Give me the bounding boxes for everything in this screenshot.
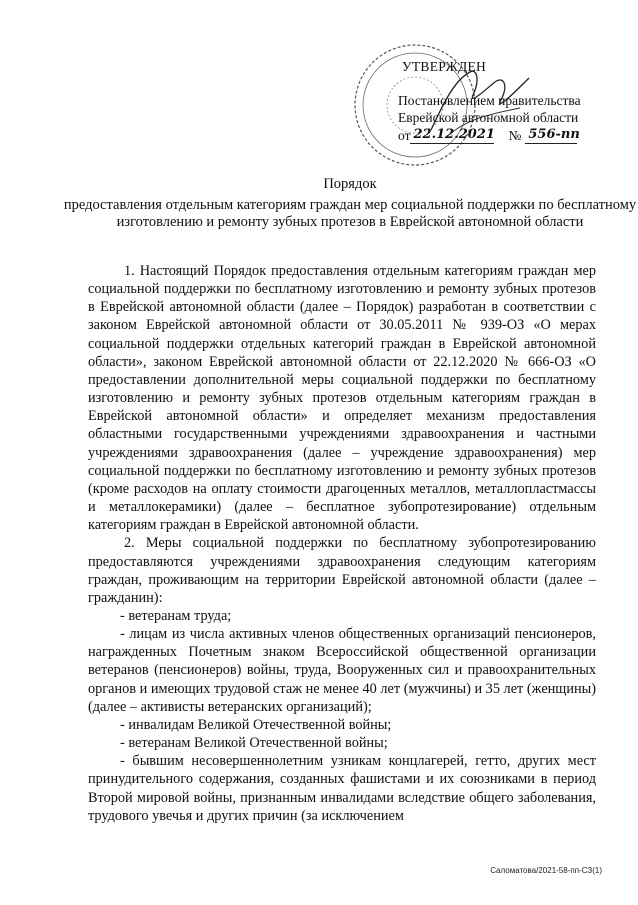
paragraph-2: 2. Меры социальной поддержки по бесплатному зубопротезированию предоставляются учреждениями здравоохранения следующим категориям граждан, проживающим на территории Еврейской автономной области (далее – гражданин):: [88, 535, 596, 606]
approval-date-row: [398, 126, 632, 144]
heading-text: предоставления отдельным категориям граждан мер социальной поддержки по бесплатному изготовлению и ремонту зубных протезов в Еврейской автономной области: [63, 196, 637, 230]
approval-line-1: Постановлением правительства: [398, 93, 581, 108]
footer-document-code: Саломатова/2021-58-пп-СЗ(1): [490, 866, 602, 875]
list-item: - инвалидам Великой Отечественной войны;: [120, 716, 392, 733]
paragraph-1: 1. Настоящий Порядок предоставления отдельным категориям граждан мер социальной поддержки по бесплатному изготовлению и ремонту зубных протезов в Еврейской автономной области (далее – Порядок) разработан в соответствии с законом Еврейской автономной области от 30.05.2011 № 939-ОЗ «О мерах социальной поддержки отдельных категорий граждан в Еврейской автономной области», законом Еврейской автономной области от 22.12.2020 № 666-ОЗ «О предоставлении дополнительной меры социальной поддержки по бесплатному изготовлению и ремонту зубных протезов отдельным категориям граждан в Еврейской автономной области» и определяет механизм предоставления областными государственными учреждениями здравоохранения и частными учреждениями здравоохранения (далее – учреждение здравоохранения) мер социальной поддержки по бесплатному изготовлению и ремонту зубных протезов (кроме расходов на оплату стоимости драгоценных металлов, металлопластмассы и металлокерамики) (далее – бесплатное зубопротезирование) отдельным категориям граждан в Еврейской автономной области.: [88, 263, 596, 534]
list-item: - бывшим несовершеннолетним узникам концлагерей, гетто, других мест принудительного содержания, созданных фашистами и их союзниками в период Второй мировой войны, признанным инвалидами вследствие общего заболевания, трудового увечья и других причин (за исключением: [88, 753, 596, 824]
date-prefix: от: [398, 128, 411, 143]
heading-word: Порядок: [323, 176, 377, 192]
list-item: - ветеранам Великой Отечественной войны;: [120, 735, 388, 752]
approval-line-2: Еврейской автономной области: [398, 110, 579, 125]
list-item: - ветеранам труда;: [120, 607, 232, 624]
handwritten-date: 22.12.2021: [410, 126, 494, 144]
approval-title: УТВЕРЖДЕН: [402, 59, 487, 74]
number-prefix: №: [508, 128, 522, 143]
handwritten-number: 556-пп: [525, 126, 577, 144]
document-body: [88, 262, 596, 825]
document-heading: [60, 176, 638, 232]
approval-block: [398, 58, 632, 144]
list-item: - лицам из числа активных членов общественных организаций пенсионеров, награжденных Почетным знаком Всероссийской общественной организации ветеранов (пенсионеров) войны, труда, Вооруженных сил и правоохранительных органов и имеющих трудовой стаж не менее 40 лет (мужчины) и 35 лет (женщины) (далее – активисты ветеранских организаций);: [88, 626, 596, 715]
